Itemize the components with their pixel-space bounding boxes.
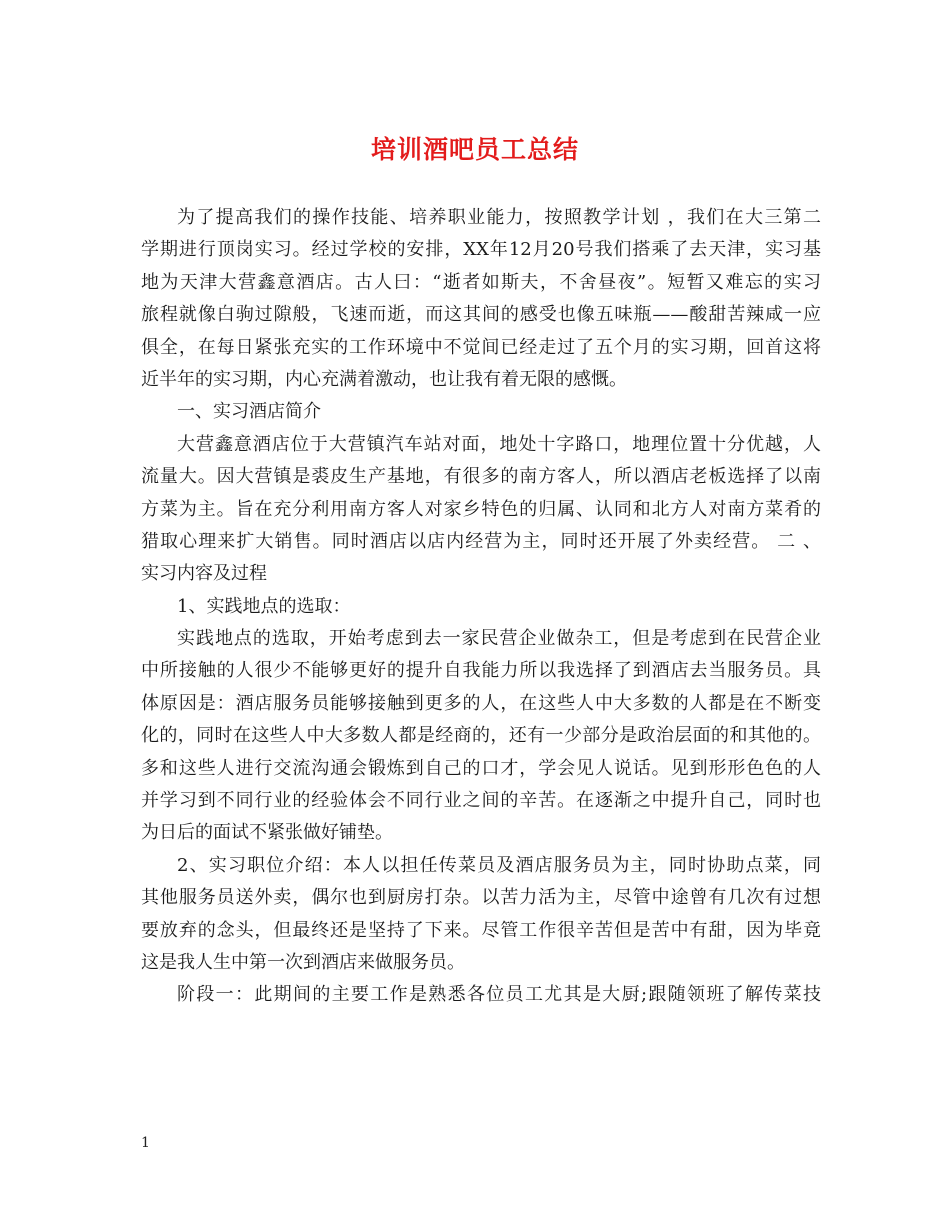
body-line: 2、实习职位介绍：本人以担任传菜员及酒店服务员为主，同时协助点菜，同: [177, 854, 821, 876]
body-line: 中所接触的人很少不能够更好的提升自我能力所以我选择了到酒店去当服务员。具: [141, 660, 821, 682]
body-line: 方菜为主。旨在充分利用南方客人对家乡特色的归属、认同和北方人对南方菜肴的: [141, 498, 821, 520]
body-line: 多和这些人进行交流沟通会锻炼到自己的口才，学会见人说话。见到形形色色的人: [141, 757, 821, 779]
body-line: 旅程就像白驹过隙般，飞速而逝，而这其间的感受也像五味瓶——酸甜苦辣咸一应: [141, 304, 821, 326]
body-line: 为了提高我们的操作技能、培养职业能力，按照教学计划 ，我们在大三第二: [177, 207, 821, 228]
body-line: 实践地点的选取，开始考虑到去一家民营企业做杂工，但是考虑到在民营企业: [177, 628, 821, 650]
body-line: 大营鑫意酒店位于大营镇汽车站对面，地处十字路口，地理位置十分优越，人: [177, 433, 821, 455]
body-line: 俱全，在每日紧张充实的工作环境中不觉间已经走过了五个月的实习期，回首这将: [141, 336, 821, 358]
document-title: 培训酒吧员工总结: [370, 135, 579, 164]
body-line: 这是我人生中第一次到酒店来做服务员。: [141, 951, 465, 973]
body-line: 猎取心理来扩大销售。同时酒店以店内经营为主，同时还开展了外卖经营。 二 、: [141, 530, 821, 552]
body-line: 一、实习酒店简介: [177, 401, 321, 423]
body-line: 地为天津大营鑫意酒店。古人曰：“逝者如斯夫，不舍昼夜”。短暂又难忘的实习: [141, 271, 821, 293]
body-line: 实习内容及过程: [141, 563, 267, 585]
body-line: 流量大。因大营镇是裘皮生产基地，有很多的南方客人，所以酒店老板选择了以南: [141, 466, 821, 488]
body-line: 化的，同时在这些人中大多数人都是经商的，还有一少部分是政治层面的和其他的。: [141, 725, 821, 747]
body-line: 并学习到不同行业的经验体会不同行业之间的辛苦。在逐渐之中提升自己，同时也: [141, 790, 821, 812]
body-line: 其他服务员送外卖，偶尔也到厨房打杂。以苦力活为主，尽管中途曾有几次有过想: [141, 887, 821, 909]
body-line: 1、实践地点的选取：: [177, 595, 351, 617]
body-line: 要放弃的念头，但最终还是坚持了下来。尽管工作很辛苦但是苦中有甜，因为毕竟: [141, 919, 821, 941]
document-body: [141, 202, 821, 1012]
body-line: 为日后的面试不紧张做好铺垫。: [141, 822, 393, 844]
body-line: 阶段一：此期间的主要工作是熟悉各位员工尤其是大厨;跟随领班了解传菜技: [177, 984, 821, 1006]
body-line: 学期进行顶岗实习。经过学校的安排，XX年12月20号我们搭乘了去天津，实习基: [141, 239, 821, 261]
body-line: 体原因是：酒店服务员能够接触到更多的人，在这些人中大多数的人都是在不断变: [141, 692, 821, 714]
page-number: 1: [141, 1135, 150, 1151]
body-line: 近半年的实习期，内心充满着激动，也让我有着无限的感慨。: [141, 368, 627, 390]
